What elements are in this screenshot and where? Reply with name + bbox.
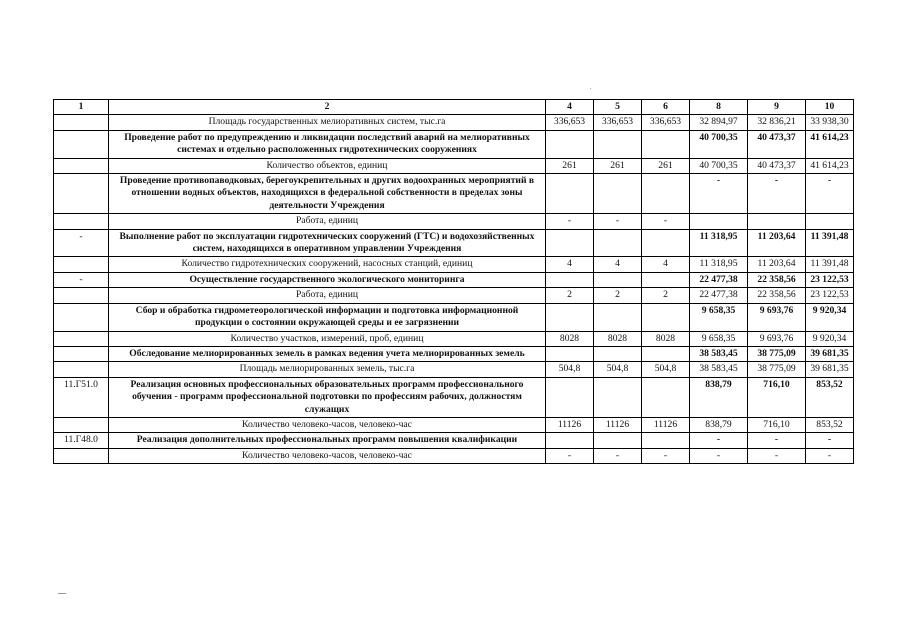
header-cell: 5 xyxy=(594,100,642,115)
value-cell: 9 920,34 xyxy=(806,331,854,346)
indicator-row xyxy=(54,288,854,303)
row-code-cell xyxy=(54,303,109,331)
row-name-cell: Сбор и обработка гидрометеорологической информации и подготовка информационной продукции о состоянии окружающей среды и ее загрязнении xyxy=(109,303,546,331)
indicator-row xyxy=(54,214,854,229)
value-cell xyxy=(546,346,594,361)
table-body xyxy=(54,100,854,464)
value-cell: 40 700,35 xyxy=(690,158,748,173)
value-cell: 8028 xyxy=(546,331,594,346)
row-code-cell xyxy=(54,214,109,229)
row-name-cell: Площадь мелиорированных земель, тыс.га xyxy=(109,362,546,377)
header-cell: 4 xyxy=(546,100,594,115)
value-cell: 32 894,97 xyxy=(690,115,748,130)
indicator-row xyxy=(54,331,854,346)
row-code-cell: - xyxy=(54,272,109,287)
value-cell xyxy=(642,272,690,287)
value-cell xyxy=(594,377,642,417)
value-cell: 40 700,35 xyxy=(690,130,748,158)
value-cell: 11 318,95 xyxy=(690,257,748,272)
value-cell: 4 xyxy=(594,257,642,272)
value-cell xyxy=(594,130,642,158)
section-row xyxy=(54,303,854,331)
value-cell: 336,653 xyxy=(642,115,690,130)
value-cell: 853,52 xyxy=(806,417,854,432)
scan-speck xyxy=(590,88,591,89)
header-cell: 10 xyxy=(806,100,854,115)
value-cell: - xyxy=(806,448,854,463)
row-name-cell: Количество участков, измерений, проб, единиц xyxy=(109,331,546,346)
value-cell: - xyxy=(748,174,806,214)
value-cell: - xyxy=(642,448,690,463)
value-cell: 9 693,76 xyxy=(748,331,806,346)
value-cell: 22 358,56 xyxy=(748,288,806,303)
value-cell: - xyxy=(806,174,854,214)
value-cell: 22 477,38 xyxy=(690,288,748,303)
row-name-cell: Обследование мелиорированных земель в рамках ведения учета мелиорированных земель xyxy=(109,346,546,361)
row-name-cell: Количество объектов, единиц xyxy=(109,158,546,173)
section-row xyxy=(54,272,854,287)
indicator-row xyxy=(54,158,854,173)
value-cell: 261 xyxy=(594,158,642,173)
value-cell: 38 583,45 xyxy=(690,362,748,377)
value-cell: 41 614,23 xyxy=(806,158,854,173)
budget-table xyxy=(53,99,854,464)
value-cell: 40 473,37 xyxy=(748,158,806,173)
indicator-row xyxy=(54,362,854,377)
value-cell: 716,10 xyxy=(748,417,806,432)
value-cell xyxy=(594,346,642,361)
value-cell: 9 693,76 xyxy=(748,303,806,331)
value-cell: 11126 xyxy=(546,417,594,432)
value-cell: - xyxy=(690,433,748,448)
value-cell xyxy=(546,377,594,417)
value-cell: 22 358,56 xyxy=(748,272,806,287)
value-cell: 504,8 xyxy=(642,362,690,377)
row-code-cell: 11.Г51.0 xyxy=(54,377,109,417)
value-cell xyxy=(642,303,690,331)
value-cell: - xyxy=(546,214,594,229)
value-cell: 38 583,45 xyxy=(690,346,748,361)
value-cell: 838,79 xyxy=(690,417,748,432)
row-code-cell xyxy=(54,346,109,361)
value-cell: 39 681,35 xyxy=(806,362,854,377)
row-code-cell xyxy=(54,362,109,377)
section-row xyxy=(54,346,854,361)
row-name-cell: Реализация основных профессиональных образовательных программ профессионального обучения - программ профессиональной подготовки по профессиям рабочих, должностям служащих xyxy=(109,377,546,417)
section-row xyxy=(54,433,854,448)
section-row xyxy=(54,377,854,417)
row-code-cell xyxy=(54,130,109,158)
value-cell: 716,10 xyxy=(748,377,806,417)
value-cell xyxy=(594,229,642,257)
row-code-cell xyxy=(54,448,109,463)
value-cell xyxy=(594,272,642,287)
indicator-row xyxy=(54,448,854,463)
value-cell xyxy=(546,229,594,257)
header-cell: 2 xyxy=(109,100,546,115)
value-cell: 11126 xyxy=(642,417,690,432)
value-cell: - xyxy=(594,214,642,229)
value-cell xyxy=(594,303,642,331)
scan-mark xyxy=(58,593,66,594)
value-cell xyxy=(748,214,806,229)
indicator-row xyxy=(54,115,854,130)
value-cell: - xyxy=(748,433,806,448)
value-cell: 23 122,53 xyxy=(806,288,854,303)
value-cell: 504,8 xyxy=(546,362,594,377)
row-code-cell xyxy=(54,174,109,214)
section-row xyxy=(54,174,854,214)
value-cell: 2 xyxy=(594,288,642,303)
value-cell: 336,653 xyxy=(546,115,594,130)
value-cell: 11 318,95 xyxy=(690,229,748,257)
value-cell: 838,79 xyxy=(690,377,748,417)
row-name-cell: Реализация дополнительных профессиональных программ повышения квалификации xyxy=(109,433,546,448)
header-cell: 9 xyxy=(748,100,806,115)
indicator-row xyxy=(54,417,854,432)
value-cell: 2 xyxy=(642,288,690,303)
value-cell xyxy=(642,346,690,361)
value-cell: - xyxy=(546,448,594,463)
row-name-cell: Проведение противопаводковых, берегоукрепительных и других водоохранных мероприятий в отношении водных объектов, находящихся в федеральной собственности в пределах зоны деятельности Учреждения xyxy=(109,174,546,214)
row-code-cell xyxy=(54,331,109,346)
header-cell: 1 xyxy=(54,100,109,115)
value-cell: 11126 xyxy=(594,417,642,432)
value-cell: 32 836,21 xyxy=(748,115,806,130)
row-name-cell: Проведение работ по предупреждению и ликвидации последствий аварий на мелиоративных системах и отдельно расположенных гидротехнических сооружениях xyxy=(109,130,546,158)
value-cell: - xyxy=(690,448,748,463)
value-cell xyxy=(642,433,690,448)
value-cell xyxy=(546,130,594,158)
value-cell: - xyxy=(690,174,748,214)
row-code-cell xyxy=(54,158,109,173)
section-row xyxy=(54,229,854,257)
value-cell xyxy=(806,214,854,229)
value-cell xyxy=(546,174,594,214)
row-name-cell: Количество гидротехнических сооружений, насосных станций, единиц xyxy=(109,257,546,272)
row-code-cell xyxy=(54,288,109,303)
value-cell xyxy=(594,174,642,214)
value-cell: - xyxy=(642,214,690,229)
section-row xyxy=(54,130,854,158)
value-cell: 38 775,09 xyxy=(748,346,806,361)
value-cell: 261 xyxy=(546,158,594,173)
value-cell: - xyxy=(748,448,806,463)
value-cell: 853,52 xyxy=(806,377,854,417)
value-cell: 11 391,48 xyxy=(806,257,854,272)
row-name-cell: Работа, единиц xyxy=(109,214,546,229)
value-cell: 504,8 xyxy=(594,362,642,377)
value-cell: 4 xyxy=(546,257,594,272)
indicator-row xyxy=(54,257,854,272)
value-cell: - xyxy=(806,433,854,448)
value-cell: 9 920,34 xyxy=(806,303,854,331)
row-name-cell: Площадь государственных мелиоративных систем, тыс.га xyxy=(109,115,546,130)
value-cell xyxy=(594,433,642,448)
value-cell: 2 xyxy=(546,288,594,303)
row-name-cell: Работа, единиц xyxy=(109,288,546,303)
value-cell: 9 658,35 xyxy=(690,331,748,346)
row-code-cell xyxy=(54,417,109,432)
value-cell xyxy=(546,433,594,448)
value-cell xyxy=(642,174,690,214)
value-cell: 11 203,64 xyxy=(748,257,806,272)
value-cell: 11 203,64 xyxy=(748,229,806,257)
value-cell: 23 122,53 xyxy=(806,272,854,287)
value-cell: - xyxy=(594,448,642,463)
value-cell: 9 658,35 xyxy=(690,303,748,331)
value-cell: 8028 xyxy=(594,331,642,346)
value-cell xyxy=(546,303,594,331)
row-name-cell: Количество человеко-часов, человеко-час xyxy=(109,448,546,463)
row-name-cell: Осуществление государственного экологического мониторинга xyxy=(109,272,546,287)
value-cell: 38 775,09 xyxy=(748,362,806,377)
row-name-cell: Выполнение работ по эксплуатации гидротехнических сооружений (ГТС) и водохозяйственных систем, находящихся в оперативном управлении Учреждения xyxy=(109,229,546,257)
value-cell: 11 391,48 xyxy=(806,229,854,257)
header-cell: 8 xyxy=(690,100,748,115)
value-cell: 336,653 xyxy=(594,115,642,130)
header-cell: 6 xyxy=(642,100,690,115)
value-cell: 40 473,37 xyxy=(748,130,806,158)
value-cell: 33 938,30 xyxy=(806,115,854,130)
value-cell xyxy=(690,214,748,229)
row-name-cell: Количество человеко-часов, человеко-час xyxy=(109,417,546,432)
row-code-cell xyxy=(54,115,109,130)
row-code-cell: 11.Г48.0 xyxy=(54,433,109,448)
value-cell: 41 614,23 xyxy=(806,130,854,158)
value-cell xyxy=(642,229,690,257)
value-cell xyxy=(642,377,690,417)
value-cell: 22 477,38 xyxy=(690,272,748,287)
value-cell xyxy=(546,272,594,287)
row-code-cell xyxy=(54,257,109,272)
value-cell xyxy=(642,130,690,158)
value-cell: 4 xyxy=(642,257,690,272)
value-cell: 8028 xyxy=(642,331,690,346)
value-cell: 39 681,35 xyxy=(806,346,854,361)
table-header-row xyxy=(54,100,854,115)
value-cell: 261 xyxy=(642,158,690,173)
row-code-cell: - xyxy=(54,229,109,257)
